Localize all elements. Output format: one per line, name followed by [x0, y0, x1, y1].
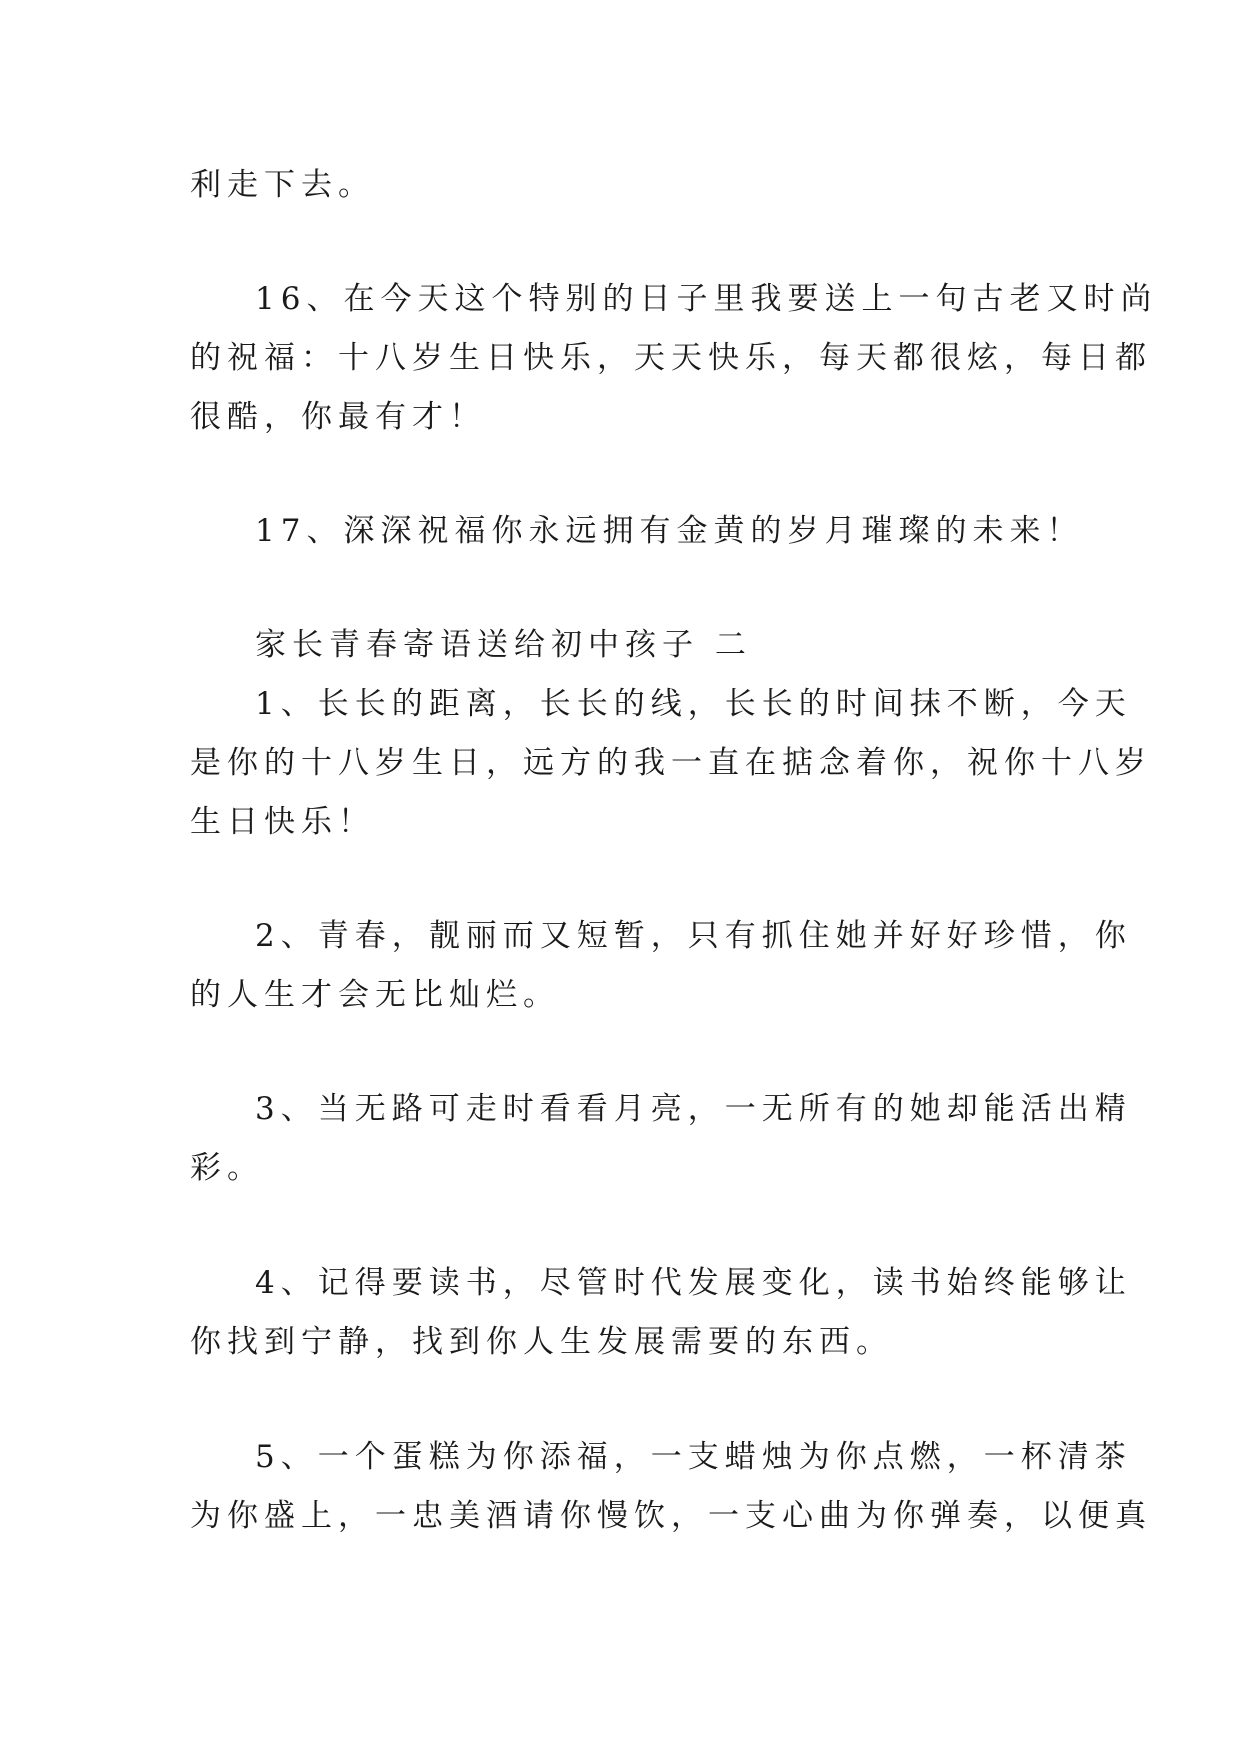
text-line: 你找到宁静，找到你人生发展需要的东西。: [190, 1324, 893, 1360]
text-line: 的人生才会无比灿烂。: [190, 977, 560, 1013]
paragraph-item-16: [190, 270, 1158, 447]
text-line: 利走下去。: [190, 167, 375, 203]
section-heading: [190, 616, 1060, 675]
paragraph-item-4: [190, 1254, 1132, 1372]
text-line: 生日快乐！: [190, 804, 375, 840]
paragraph-item-2: [190, 907, 1132, 1025]
section-title: 家长青春寄语送给初中孩子 二: [255, 627, 752, 663]
text-line: 5、一个蛋糕为你添福，一支蜡烛为你点燃，一杯清茶: [255, 1439, 1132, 1475]
text-line: 1、长长的距离，长长的线，长长的时间抹不断，今天: [255, 686, 1132, 722]
text-line: 彩。: [190, 1150, 264, 1186]
text-line: 为你盛上，一忠美酒请你慢饮，一支心曲为你弹奏，以便真: [190, 1498, 1152, 1534]
paragraph-continuation: [190, 156, 1060, 215]
text-line: 3、当无路可走时看看月亮，一无所有的她却能活出精: [255, 1091, 1132, 1127]
text-line: 17、深深祝福你永远拥有金黄的岁月璀璨的未来！: [255, 513, 1084, 549]
paragraph-item-3: [190, 1080, 1132, 1198]
paragraph-item-5: [190, 1428, 1152, 1546]
text-line: 2、青春，靓丽而又短暂，只有抓住她并好好珍惜，你: [255, 918, 1132, 954]
text-line: 4、记得要读书，尽管时代发展变化，读书始终能够让: [255, 1265, 1132, 1301]
paragraph-item-1: [190, 675, 1152, 852]
text-line: 16、在今天这个特别的日子里我要送上一句古老又时尚: [255, 281, 1158, 317]
text-line: 是你的十八岁生日，远方的我一直在掂念着你，祝你十八岁: [190, 745, 1152, 781]
text-line: 的祝福：十八岁生日快乐，天天快乐，每天都很炫，每日都: [190, 340, 1152, 376]
text-line: 很酷，你最有才！: [190, 399, 486, 435]
paragraph-item-17: [190, 502, 1084, 561]
